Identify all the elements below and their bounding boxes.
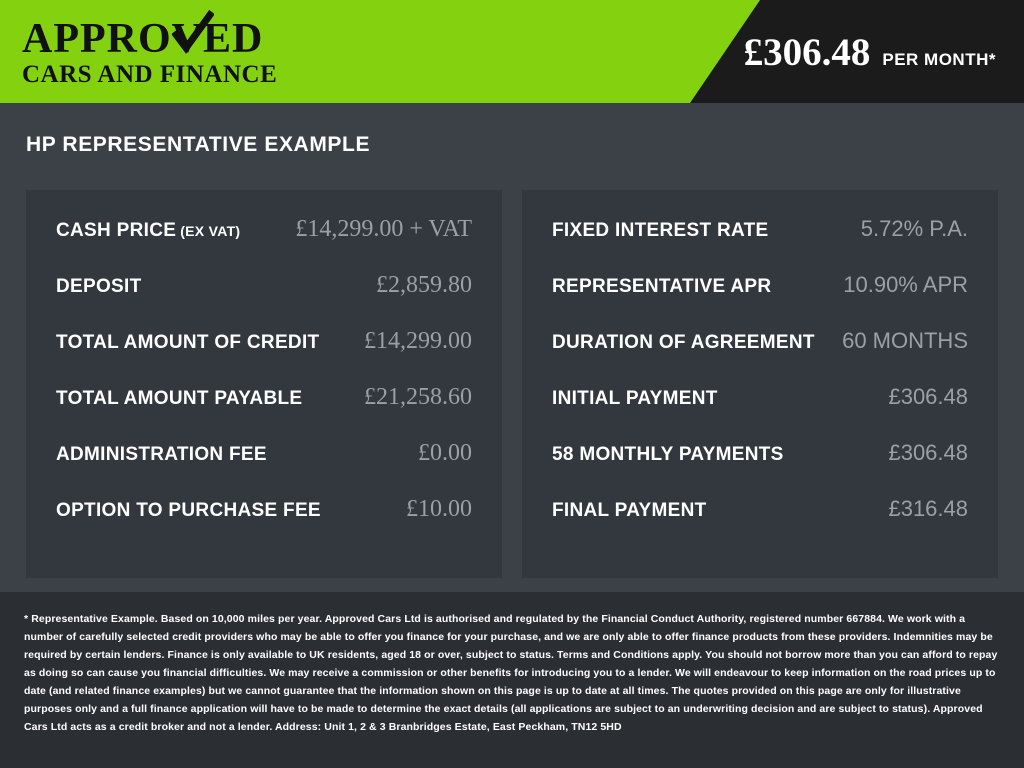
row-label [552,220,768,242]
row-value: £306.48 [888,384,968,409]
table-row [552,328,968,384]
table-row [56,328,472,384]
logo-sub-label: CARS AND FINANCE [22,61,278,88]
row-label [552,500,707,522]
row-label-text: REPRESENTATIVE APR [552,276,772,297]
row-value: £306.48 [888,440,968,465]
page-header [0,0,1024,103]
finance-details-panels [26,190,998,578]
row-label-text: CASH PRICE [56,220,177,241]
row-value: £10.00 [406,496,472,522]
row-label-text: DURATION OF AGREEMENT [552,332,815,353]
row-label-text: TOTAL AMOUNT OF CREDIT [56,332,320,353]
row-label [56,276,146,298]
row-label-text: 58 MONTHLY PAYMENTS [552,444,784,465]
row-label-text: FIXED INTEREST RATE [552,220,769,241]
table-row [56,496,472,552]
row-label-text: DEPOSIT [56,276,142,297]
table-row [552,272,968,328]
row-label [56,220,240,242]
row-value: £14,299.00 + VAT [295,216,472,242]
row-label [56,388,306,410]
row-label-text: FINAL PAYMENT [552,500,707,521]
row-label [552,332,815,354]
footer-disclaimer [0,592,1024,768]
table-row [552,384,968,440]
table-row [56,440,472,496]
row-value: 10.90% APR [843,272,968,297]
monthly-price-block [744,30,996,75]
table-row [552,496,968,552]
row-value: 60 MONTHS [842,328,968,353]
finance-panel-left [26,190,502,578]
check-tick-icon [172,10,214,54]
row-label-text: OPTION TO PURCHASE FEE [56,500,321,521]
page-title: HP REPRESENTATIVE EXAMPLE [26,133,371,156]
row-label-text: TOTAL AMOUNT PAYABLE [56,388,303,409]
row-label [552,276,771,298]
row-label [56,332,323,354]
row-value: £0.00 [418,440,472,466]
row-label-text: INITIAL PAYMENT [552,388,718,409]
table-row [56,384,472,440]
row-label [56,444,271,466]
row-value: £21,258.60 [364,384,472,410]
disclaimer-text: * Representative Example. Based on 10,000 miles per year. Approved Cars Ltd is authorised and regulated by the Financial Conduct Authority, registered number 667884. We work with a number of carefully selected credit providers who may be able to offer you finance for your purchase, and we are only able to offer finance products from these providers. Indemnities may be required by certain lenders. Finance is only available to UK residents, aged 18 or over, subject to status. Terms and Conditions apply. You should not borrow more than you can afford to repay as doing so can cause you financial difficulties. We may receive a commission or other benefits for introducing you to a lender. We will endeavour to keep information on the road prices up to date (and related finance examples) but we cannot guarantee that the information shown on this page is up to date at all times. The quotes provided on this page are only for illustrative purposes only and a full finance application will have to be made to determine the exact details (all applications are subject to an underwriting decision and are subject to status). Approved Cars Ltd acts as a credit broker and not a lender. Address: Unit 1, 2 & 3 Branbridges Estate, East Peckham, TN12 5HD [24,613,998,733]
row-value: £316.48 [888,496,968,521]
row-value: £2,859.80 [376,272,472,298]
row-value: 5.72% P.A. [860,216,968,241]
monthly-price-amount: £306.48 [743,31,871,74]
table-row [552,440,968,496]
table-row [56,272,472,328]
monthly-price-suffix: PER MONTH* [882,50,996,69]
row-label [552,444,784,466]
row-label [56,500,325,522]
row-value: £14,299.00 [364,328,472,354]
logo-main-text [22,18,322,60]
logo-main-label: APPROVED [22,16,264,62]
row-label [552,388,718,410]
brand-logo [22,18,322,88]
finance-panel-right [522,190,998,578]
row-label-note: (EX VAT) [180,223,241,239]
table-row [552,216,968,272]
row-label-text: ADMINISTRATION FEE [56,444,267,465]
table-row [56,216,472,272]
